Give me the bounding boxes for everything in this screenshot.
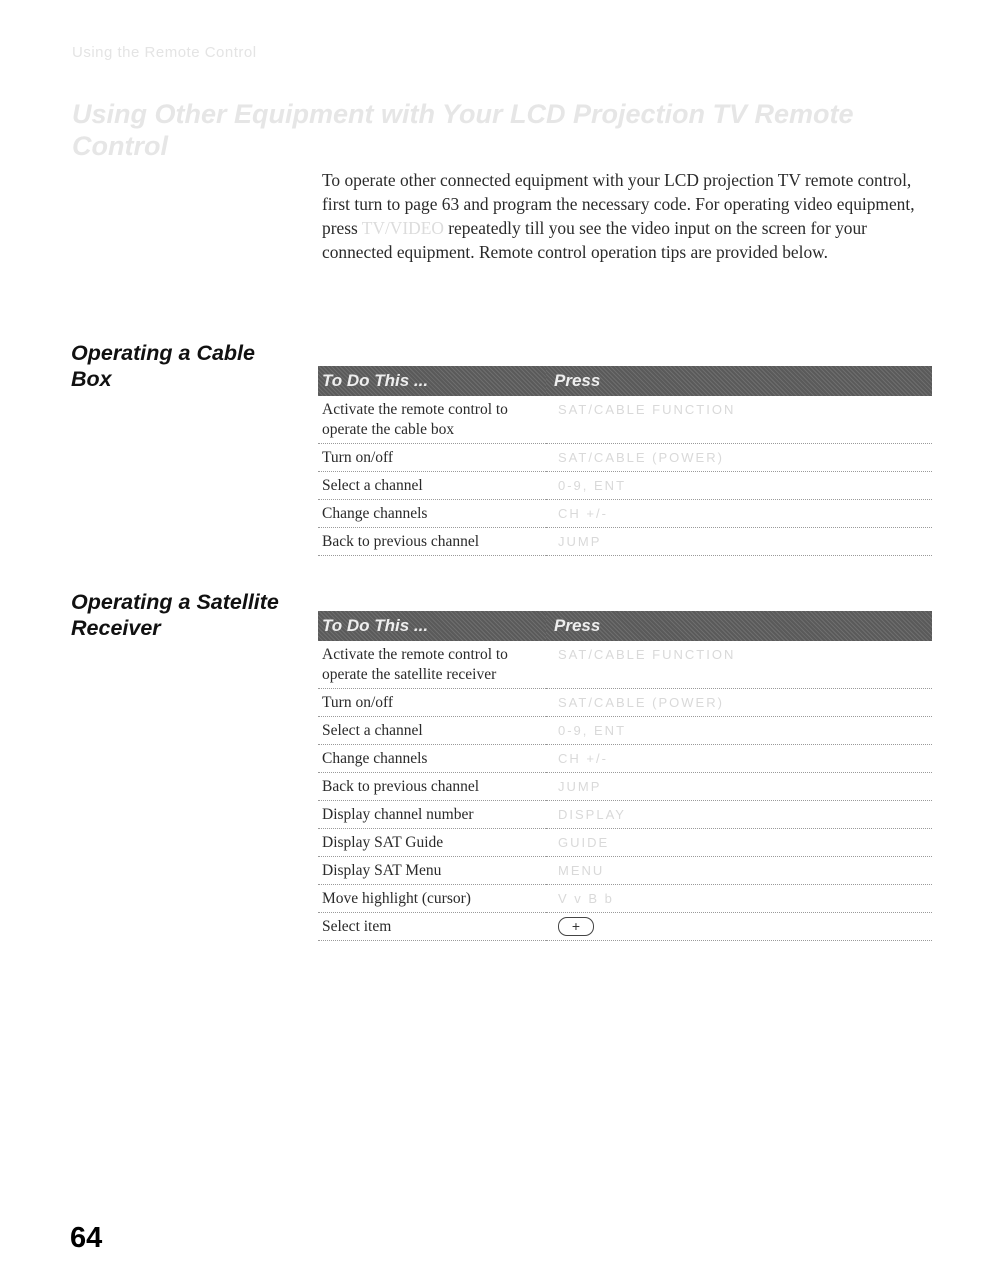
cable-box-heading: Operating a Cable Box xyxy=(71,341,255,391)
table-row xyxy=(318,689,932,717)
action-cell: Select item xyxy=(318,913,546,941)
press-cell: MENU xyxy=(546,857,932,885)
action-cell: Back to previous channel xyxy=(318,773,546,801)
table-header-row xyxy=(318,366,932,396)
press-cell: JUMP xyxy=(546,773,932,801)
table-row xyxy=(318,641,932,689)
action-cell: Activate the remote control to operate the satellite receiver xyxy=(318,641,546,689)
col-header-action: To Do This ... xyxy=(318,611,546,641)
cable-box-table xyxy=(318,366,932,556)
satellite-table xyxy=(318,611,932,941)
table-row xyxy=(318,528,932,556)
intro-text-2: repeatedly till you see the video input on the screen for your connected equipment. Remote control operation tips are provided below. xyxy=(322,218,867,262)
action-cell: Back to previous channel xyxy=(318,528,546,556)
table-row xyxy=(318,857,932,885)
press-cell: DISPLAY xyxy=(546,801,932,829)
action-cell: Move highlight (cursor) xyxy=(318,885,546,913)
press-cell: JUMP xyxy=(546,528,932,556)
press-cell: 0-9, ENT xyxy=(546,472,932,500)
page-number: 64 xyxy=(70,1222,103,1254)
select-plus-button-icon: + xyxy=(558,917,594,936)
table-row xyxy=(318,829,932,857)
table-row xyxy=(318,913,932,941)
action-cell: Activate the remote control to operate the cable box xyxy=(318,396,546,444)
table-row xyxy=(318,773,932,801)
press-cell: CH +/- xyxy=(546,500,932,528)
action-cell: Display channel number xyxy=(318,801,546,829)
press-cell: GUIDE xyxy=(546,829,932,857)
action-cell: Display SAT Guide xyxy=(318,829,546,857)
running-header: Using the Remote Control xyxy=(72,44,257,61)
action-cell: Change channels xyxy=(318,500,546,528)
col-header-press: Press xyxy=(546,611,932,641)
action-cell: Change channels xyxy=(318,745,546,773)
col-header-action: To Do This ... xyxy=(318,366,546,396)
press-cell: SAT/CABLE FUNCTION xyxy=(546,396,932,444)
press-cell: SAT/CABLE FUNCTION xyxy=(546,641,932,689)
table-row xyxy=(318,444,932,472)
table-row xyxy=(318,500,932,528)
intro-text-1: To operate other connected equipment with your LCD projection TV remote control, first turn to page 63 and program the necessary code. For operating video equipment, press xyxy=(322,170,915,238)
action-cell: Select a channel xyxy=(318,717,546,745)
table-row xyxy=(318,885,932,913)
press-cell: SAT/CABLE (POWER) xyxy=(546,689,932,717)
table-row xyxy=(318,717,932,745)
press-cell: SAT/CABLE (POWER) xyxy=(546,444,932,472)
satellite-heading: Operating a Satellite Receiver xyxy=(71,590,279,640)
action-cell: Display SAT Menu xyxy=(318,857,546,885)
intro-paragraph xyxy=(322,168,934,264)
press-cell xyxy=(546,913,932,941)
table-header-row xyxy=(318,611,932,641)
press-cell: V v B b xyxy=(546,885,932,913)
page-title: Using Other Equipment with Your LCD Projection TV Remote Control xyxy=(72,99,854,161)
col-header-press: Press xyxy=(546,366,932,396)
action-cell: Turn on/off xyxy=(318,444,546,472)
table-row xyxy=(318,396,932,444)
action-cell: Turn on/off xyxy=(318,689,546,717)
table-row xyxy=(318,801,932,829)
table-row xyxy=(318,472,932,500)
tv-video-button-label: TV/VIDEO xyxy=(361,218,444,238)
press-cell: CH +/- xyxy=(546,745,932,773)
action-cell: Select a channel xyxy=(318,472,546,500)
table-row xyxy=(318,745,932,773)
press-cell: 0-9, ENT xyxy=(546,717,932,745)
